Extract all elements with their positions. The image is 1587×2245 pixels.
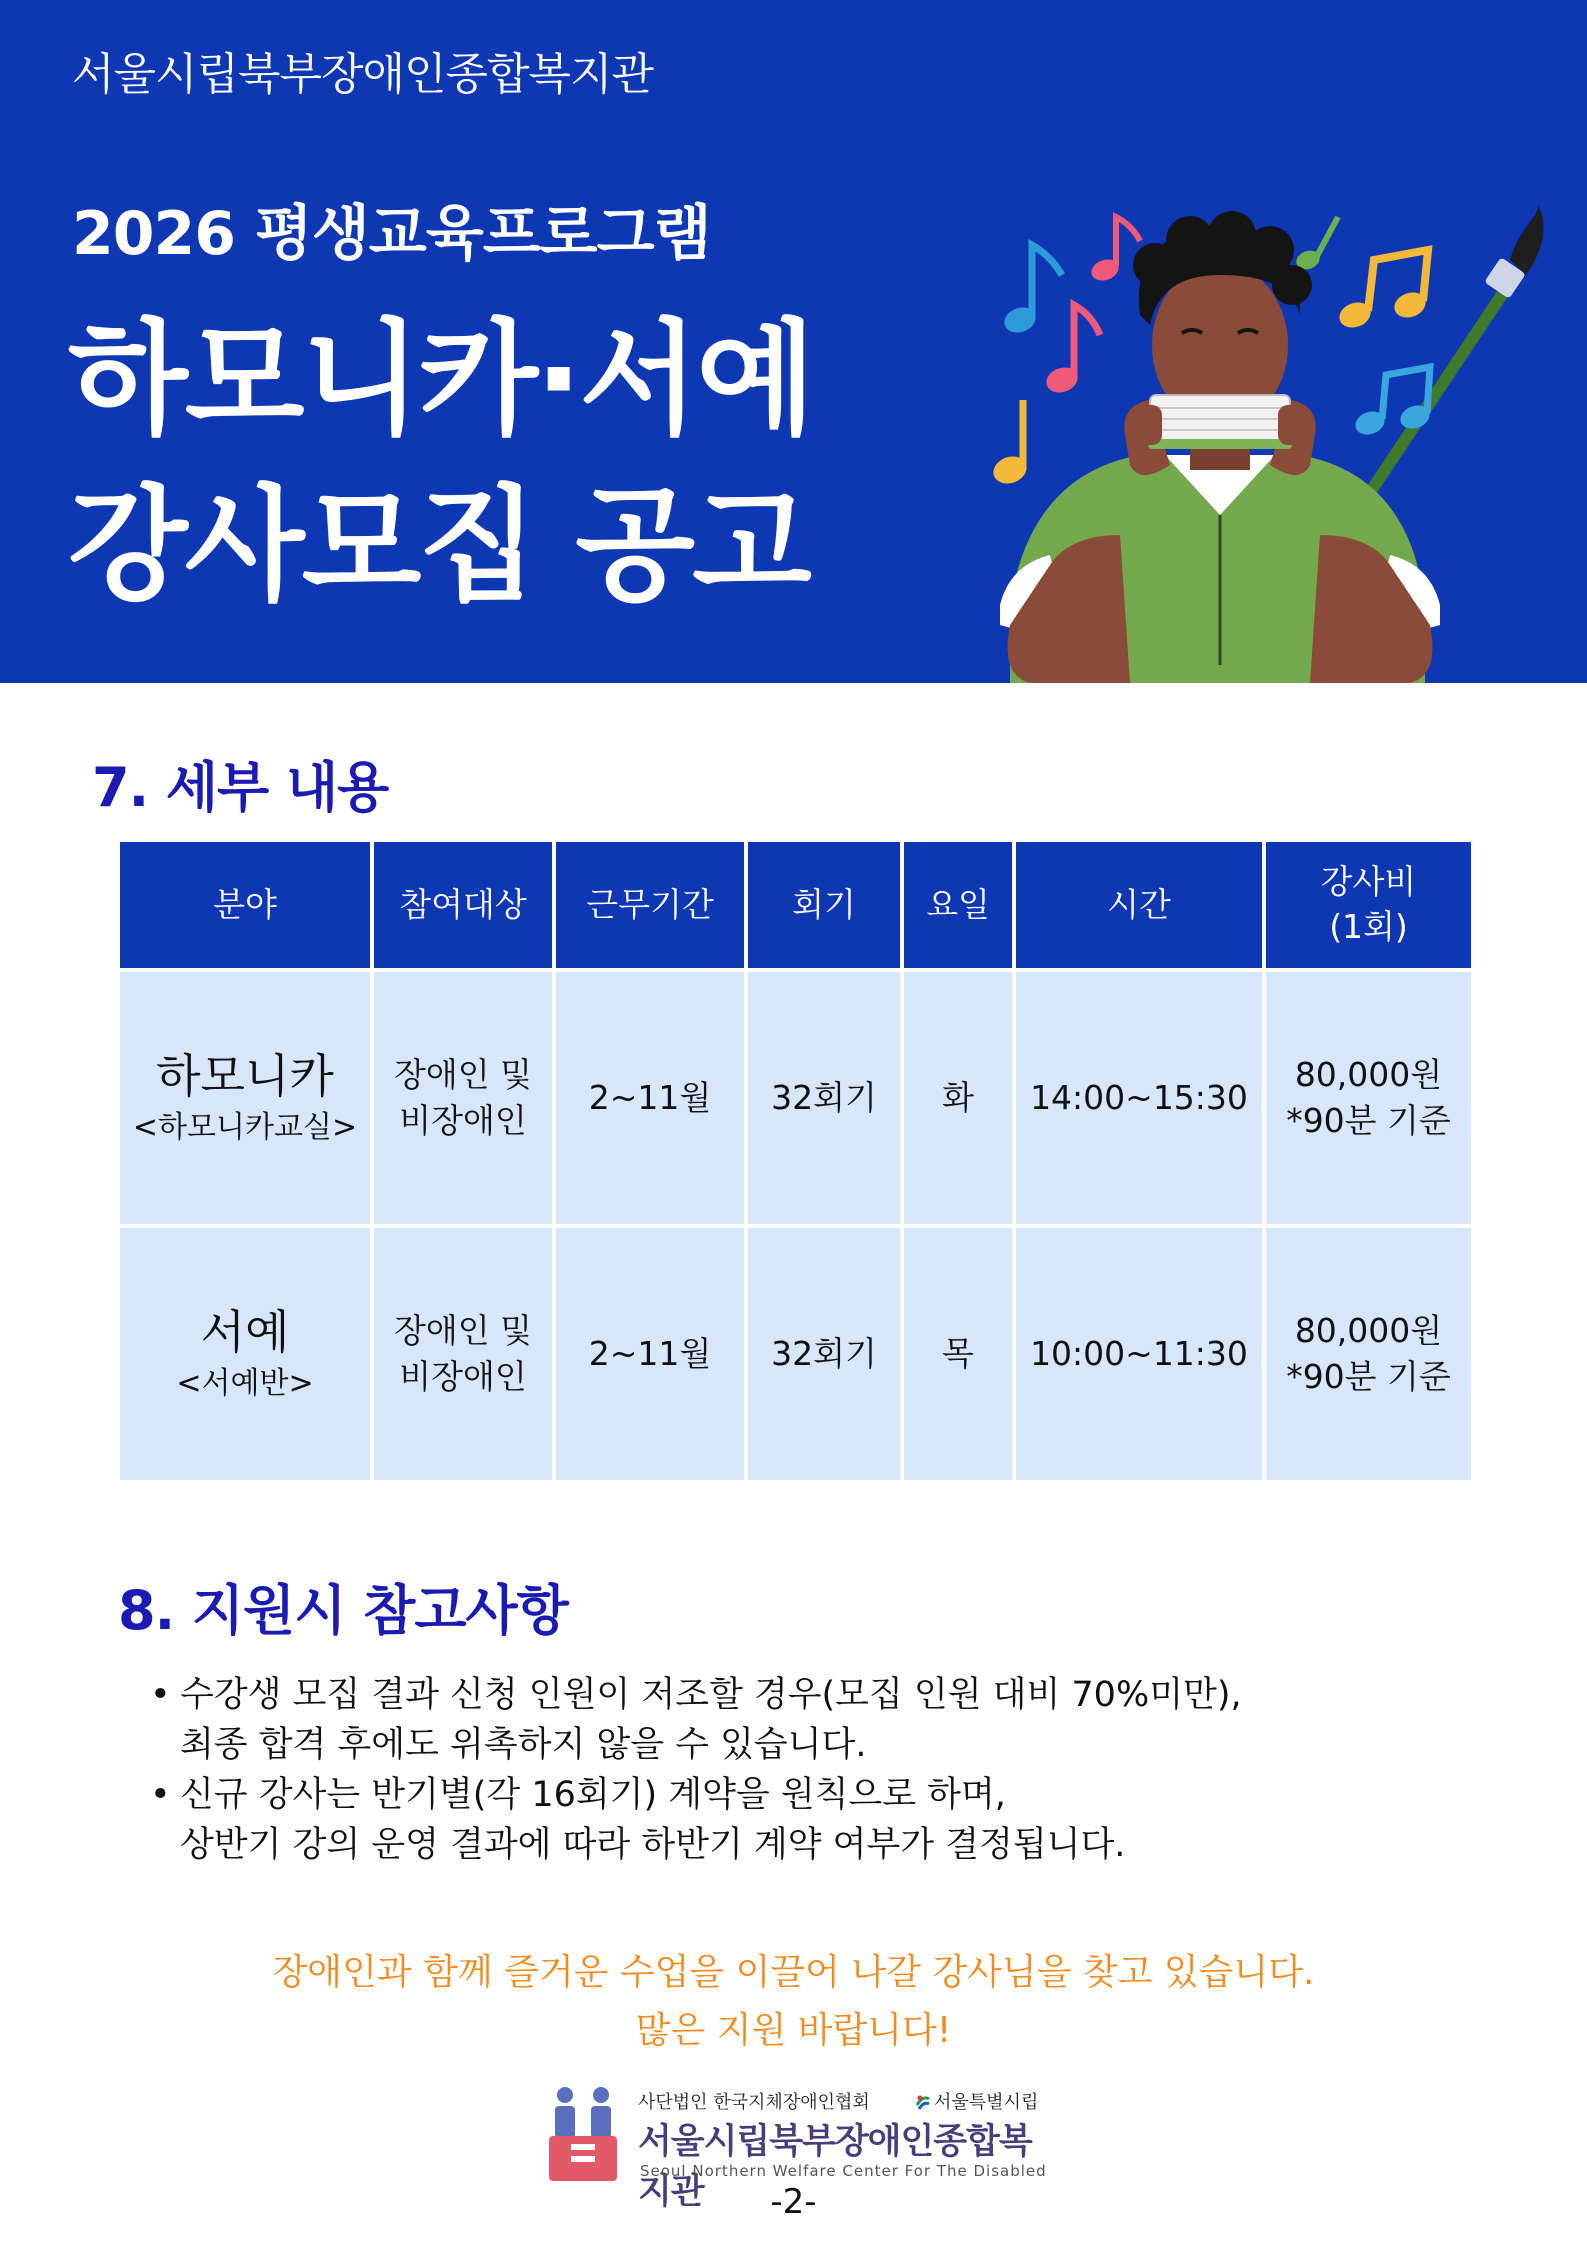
cell-fee xyxy=(1266,972,1471,1224)
col-header-day: 요일 xyxy=(904,842,1012,968)
field-name: 하모니카 xyxy=(156,1049,334,1104)
col-header-time: 시간 xyxy=(1016,842,1262,968)
fee-amount: 80,000원 xyxy=(1294,1054,1443,1094)
table-row xyxy=(120,972,1471,1224)
seoul-government-label xyxy=(914,2088,1038,2114)
field-name: 서예 xyxy=(200,1305,290,1360)
welfare-center-logo-icon xyxy=(549,2086,617,2181)
music-note-icon-red xyxy=(1088,217,1140,284)
cell-sessions: 32회기 xyxy=(748,1228,900,1480)
table-row xyxy=(120,1228,1471,1480)
cell-day: 화 xyxy=(904,972,1012,1224)
table-header-row xyxy=(120,842,1471,968)
cell-field xyxy=(120,1228,370,1480)
bullet-icon: • xyxy=(150,1775,171,1815)
target-line-1: 장애인 및 xyxy=(393,1054,532,1094)
col-header-target: 참여대상 xyxy=(374,842,552,968)
list-item xyxy=(150,1770,1450,1870)
fee-header-label: 강사비 xyxy=(1320,862,1417,902)
note-line: 상반기 강의 운영 결과에 따라 하반기 계약 여부가 결정됩니다. xyxy=(180,1825,1126,1865)
music-note-icon-green xyxy=(1294,217,1338,273)
program-subtitle: 2026 평생교육프로그램 xyxy=(72,199,711,269)
association-name: 사단법인 한국지체장애인협회 xyxy=(638,2092,870,2113)
cell-time: 14:00~15:30 xyxy=(1016,972,1262,1224)
cell-target xyxy=(374,1228,552,1480)
list-item xyxy=(150,1670,1450,1770)
seoul-city-icon xyxy=(914,2093,932,2111)
footer-organization-name-english: Seoul Northern Welfare Center For The Disabled xyxy=(640,2162,1047,2180)
paintbrush-icon xyxy=(1355,205,1543,515)
footer-organization-name: 서울시립북부장애인종합복지관 xyxy=(638,2122,1032,2212)
music-note-icon-yellow-right xyxy=(1336,250,1429,332)
music-note-icon-blue xyxy=(1001,245,1062,337)
fee-amount: 80,000원 xyxy=(1294,1310,1443,1350)
cell-sessions: 32회기 xyxy=(748,972,900,1224)
cell-field xyxy=(120,972,370,1224)
col-header-period: 근무기간 xyxy=(556,842,744,968)
target-line-2: 비장애인 xyxy=(399,1357,527,1396)
fee-header-unit: (1회) xyxy=(1329,907,1408,946)
organization-logo xyxy=(549,2086,1049,2212)
col-header-sessions: 회기 xyxy=(748,842,900,968)
note-line: 최종 합격 후에도 위촉하지 않을 수 있습니다. xyxy=(180,1725,867,1765)
music-note-icon-yellow-left xyxy=(990,400,1031,488)
cell-period: 2~11월 xyxy=(556,972,744,1224)
music-note-icon-lightblue xyxy=(1352,367,1433,438)
section-7-heading: 7. 세부 내용 xyxy=(92,756,389,819)
note-line: 신규 강사는 반기별(각 16회기) 계약을 원칙으로 하며, xyxy=(180,1775,1006,1815)
title-line-2: 강사모집 공고 xyxy=(68,474,809,618)
music-note-icon-pink xyxy=(1043,305,1100,397)
target-line-2: 비장애인 xyxy=(399,1101,527,1140)
cell-target xyxy=(374,972,552,1224)
closing-line-2: 많은 지원 바랍니다! xyxy=(635,2010,952,2051)
section-8-heading: 8. 지원시 참고사항 xyxy=(118,1579,568,1642)
closing-line-1: 장애인과 함께 즐거운 수업을 이끌어 나갈 강사님을 찾고 있습니다. xyxy=(272,1952,1315,1993)
cell-time: 10:00~11:30 xyxy=(1016,1228,1262,1480)
organization-name: 서울시립북부장애인종합복지관 xyxy=(72,49,654,100)
closing-message xyxy=(0,1944,1587,2060)
seoul-government-text: 서울특별시립 xyxy=(934,2092,1039,2113)
field-class-name: <서예반> xyxy=(176,1365,314,1401)
cell-period: 2~11월 xyxy=(556,1228,744,1480)
bullet-icon: • xyxy=(150,1675,171,1715)
col-header-fee xyxy=(1266,842,1471,968)
page-number: -2- xyxy=(770,2182,817,2222)
field-class-name: <하모니카교실> xyxy=(132,1109,358,1145)
fee-basis: *90분 기준 xyxy=(1286,1357,1451,1396)
cell-day: 목 xyxy=(904,1228,1012,1480)
col-header-field: 분야 xyxy=(120,842,370,968)
title-line-1: 하모니카·서예 xyxy=(68,308,813,452)
target-line-1: 장애인 및 xyxy=(393,1310,532,1350)
harmonica-player-illustration xyxy=(970,205,1550,683)
header-banner xyxy=(0,0,1587,683)
cell-fee xyxy=(1266,1228,1471,1480)
fee-basis: *90분 기준 xyxy=(1286,1101,1451,1140)
notes-list xyxy=(150,1670,1450,1870)
detail-table xyxy=(116,838,1475,1484)
note-line: 수강생 모집 결과 신청 인원이 저조할 경우(모집 인원 대비 70%미만), xyxy=(180,1675,1242,1715)
harmonica-icon xyxy=(1148,395,1292,449)
